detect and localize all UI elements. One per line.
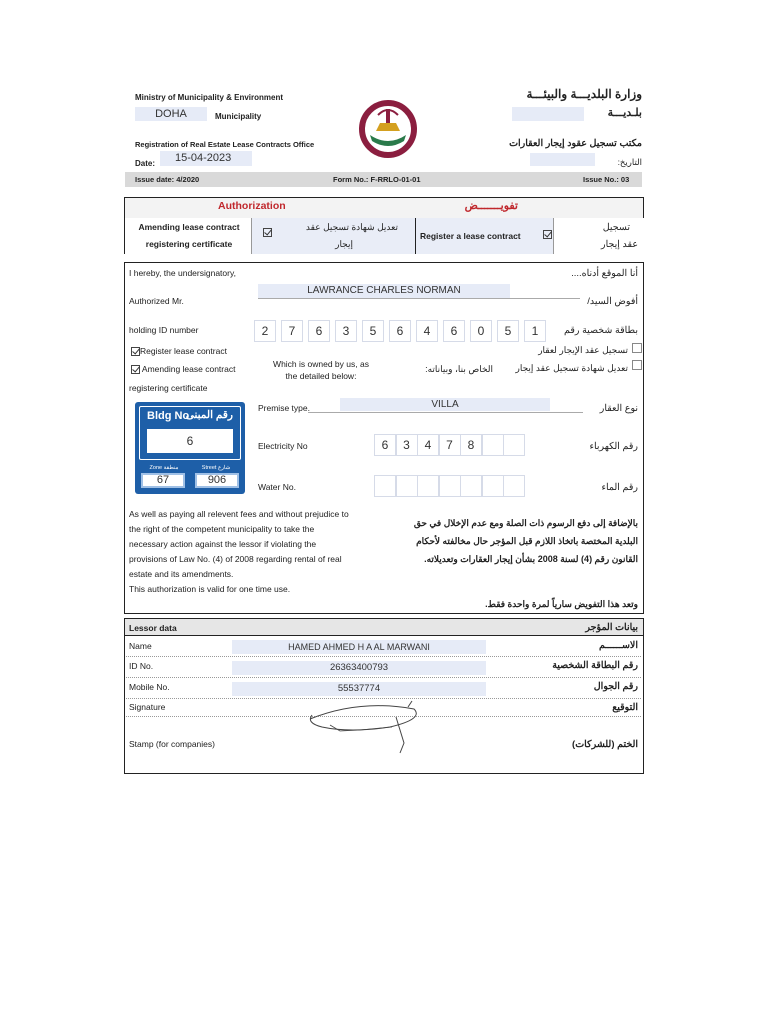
zone-label: Zone منطقة <box>149 465 179 471</box>
electricity-label-ar: رقم الكهرباء <box>589 441 638 452</box>
signature-label-en: Signature <box>129 702 166 712</box>
legal-ar-line: بالإضافة إلى دفع الرسوم ذات الصلة ومع عدم الإخلال في حق <box>413 518 638 528</box>
undersigned-ar: أنا الموقع أدناه.... <box>571 268 638 279</box>
amending-option-ar-line1: تعديل شهادة تسجيل عقد <box>305 222 398 232</box>
id-digit-cell[interactable]: 1 <box>524 320 546 342</box>
register-lease-option[interactable] <box>131 346 227 357</box>
id-digit-cell[interactable]: 6 <box>389 320 411 342</box>
amending-option-ar-line2: إيجار <box>335 239 353 249</box>
owned-by-en-line2: the detailed below: <box>285 371 357 381</box>
register-lease-checkbox[interactable] <box>131 347 140 356</box>
id-digit-cell[interactable]: 7 <box>281 320 303 342</box>
stamp-label-en: Stamp (for companies) <box>129 739 215 749</box>
authorized-label-ar: أفوض السيد/ <box>587 296 638 307</box>
owned-by-ar: الخاص بنا، وبياناته: <box>425 364 493 374</box>
amending-lease-ar: تعديل شهادة تسجيل عقد إيجار <box>515 363 628 373</box>
lessor-id-label-en: ID No. <box>129 661 154 671</box>
office-ar: مكتب تسجيل عقود إيجار العقارات <box>509 138 642 149</box>
stamp-label-ar: الختم (للشركات) <box>572 739 638 750</box>
legal-text-ar <box>376 514 638 568</box>
amending-lease-checkbox[interactable] <box>131 365 140 374</box>
issue-date: Issue date: 4/2020 <box>135 175 200 184</box>
authorized-label-en: Authorized Mr. <box>129 296 184 306</box>
city-ar-field[interactable] <box>512 107 584 121</box>
authorization-title-en: Authorization <box>218 200 286 212</box>
date-field[interactable]: 15-04-2023 <box>160 151 252 166</box>
water-digit-cell[interactable] <box>374 475 396 497</box>
water-digit-cell[interactable] <box>503 475 525 497</box>
electricity-digit-cell[interactable]: 6 <box>374 434 396 456</box>
id-digit-cell[interactable]: 4 <box>416 320 438 342</box>
premise-type-field[interactable]: VILLA <box>340 398 550 411</box>
id-digit-cell[interactable]: 6 <box>308 320 330 342</box>
register-option-ar-line2: عقد إيجار <box>601 239 638 250</box>
amending-option-en-line2: registering certificate <box>145 239 233 249</box>
municipality-en: Municipality <box>215 112 262 121</box>
id-digit-cell[interactable]: 0 <box>470 320 492 342</box>
electricity-digit-cell[interactable]: 7 <box>439 434 461 456</box>
form-number: Form No.: F-RRLO-01-01 <box>333 175 421 184</box>
authorized-name-underline <box>258 298 580 299</box>
legal-ar-line: البلدية المختصة باتخاذ اللازم قبل المؤجر حال مخالفته لأحكام <box>416 536 638 546</box>
holding-id-label-en: holding ID number <box>129 325 199 335</box>
water-digit-cell[interactable] <box>417 475 439 497</box>
electricity-digit-cell[interactable] <box>503 434 525 456</box>
lessor-header-band <box>125 619 643 636</box>
bldg-label-en: Bldg No <box>147 410 190 422</box>
row-divider <box>126 677 641 678</box>
id-digit-cell[interactable]: 2 <box>254 320 276 342</box>
legal-ar-line: القانون رقم (4) لسنة 2008 بشأن إيجار العقارات وتعديلاته. <box>424 554 638 564</box>
lessor-name-label-en: Name <box>129 641 152 651</box>
legal-en-line: necessary action against the lessor if violating the <box>129 539 317 549</box>
building-number-sign <box>135 402 245 494</box>
amending-lease-label: Amending lease contract <box>141 364 236 374</box>
id-digit-cell[interactable]: 6 <box>443 320 465 342</box>
amending-lease-option[interactable] <box>131 364 235 375</box>
lessor-name-field[interactable]: HAMED AHMED H A AL MARWANI <box>232 640 486 654</box>
electricity-digit-cell[interactable]: 4 <box>417 434 439 456</box>
water-digit-cell[interactable] <box>482 475 504 497</box>
id-digit-cell[interactable]: 5 <box>497 320 519 342</box>
bldg-label-ar: رقم المبنى <box>185 409 233 421</box>
legal-en-line: estate and its amendments. <box>129 569 234 579</box>
undersigned-en: I hereby, the undersignatory, <box>129 268 236 278</box>
register-checkbox[interactable] <box>543 226 552 244</box>
register-option-en: Register a lease contract <box>420 231 521 241</box>
water-digit-cell[interactable] <box>396 475 418 497</box>
amending-checkbox[interactable] <box>263 224 272 242</box>
legal-en-line: the right of the competent municipality to take the <box>129 524 315 534</box>
water-label-en: Water No. <box>258 482 296 492</box>
electricity-label-en: Electricity No <box>258 441 308 451</box>
premise-type-label-ar: نوع العقار <box>599 403 638 414</box>
ministry-ar: وزارة البلديـــة والبيئـــة <box>526 87 642 101</box>
issue-number: Issue No.: 03 <box>583 175 630 184</box>
lessor-name-label-ar: الاســــــم <box>598 640 638 651</box>
legal-en-line: provisions of Law No. (4) of 2008 regarding rental of real <box>129 554 342 564</box>
ministry-en: Ministry of Municipality & Environment <box>135 93 284 102</box>
register-lease-label: Register lease contract <box>140 346 227 356</box>
date-label: Date: <box>135 159 156 168</box>
date-label-ar: التاريخ: <box>617 157 642 167</box>
legal-en-line: As well as paying all relevent fees and without prejudice to <box>129 509 349 519</box>
lessor-title-en: Lessor data <box>129 623 177 633</box>
id-digit-cell[interactable]: 3 <box>335 320 357 342</box>
city-field[interactable]: DOHA <box>135 107 207 121</box>
legal-ar-validity: وتعد هذا التفويض سارياً لمرة واحدة فقط. <box>485 599 638 609</box>
electricity-digit-cell[interactable]: 3 <box>396 434 418 456</box>
lessor-title-ar: بيانات المؤجر <box>585 622 638 633</box>
lessor-signature-icon <box>300 697 430 757</box>
premise-type-label-en: Premise type. <box>258 403 310 413</box>
state-emblem-icon <box>356 95 420 159</box>
amending-option-en-line1: Amending lease contract <box>138 222 240 232</box>
street-number-field[interactable]: 906 <box>195 473 239 488</box>
water-label-ar: رقم الماء <box>601 482 638 493</box>
legal-text-en <box>129 507 374 597</box>
register-lease-ar-checkbox[interactable] <box>632 343 642 353</box>
date-ar-field[interactable] <box>530 153 595 166</box>
amending-lease-ar-checkbox[interactable] <box>632 360 642 370</box>
register-lease-ar: تسجيل عقد الإيجار لعقار <box>538 345 628 355</box>
lessor-id-label-ar: رقم البطاقة الشخصية <box>552 660 638 671</box>
id-digit-cell[interactable]: 5 <box>362 320 384 342</box>
water-digit-cell[interactable] <box>460 475 482 497</box>
water-digit-cell[interactable] <box>439 475 461 497</box>
electricity-digit-cell[interactable]: 8 <box>460 434 482 456</box>
electricity-digit-cell[interactable] <box>482 434 504 456</box>
legal-en-line: This authorization is valid for one time use. <box>129 584 291 594</box>
register-option-ar-line1: تسجيل <box>602 222 630 233</box>
owned-by-en-line1: Which is owned by us, as <box>273 359 369 369</box>
municipality-ar: بلـديـــة <box>607 107 642 119</box>
row-divider <box>126 656 641 657</box>
zone-number-field[interactable]: 67 <box>141 473 185 488</box>
authorized-name-field[interactable]: LAWRANCE CHARLES NORMAN <box>258 284 510 298</box>
street-label: Street شارع <box>201 465 231 471</box>
premise-type-underline <box>308 412 583 413</box>
signature-label-ar: التوقيع <box>612 702 638 713</box>
lessor-mobile-label-en: Mobile No. <box>129 682 170 692</box>
holding-id-label-ar: بطاقة شخصية رقم <box>564 325 638 336</box>
amending-lease-label-line2: registering certificate <box>129 383 208 393</box>
lessor-mobile-label-ar: رقم الجوال <box>593 681 638 692</box>
lessor-id-field[interactable]: 26363400793 <box>232 661 486 675</box>
bldg-number-field[interactable]: 6 <box>147 429 233 453</box>
office-en: Registration of Real Estate Lease Contracts Office <box>135 140 315 149</box>
authorization-title-ar: تفويـــــــض <box>464 200 518 212</box>
lessor-mobile-field[interactable]: 55537774 <box>232 682 486 696</box>
